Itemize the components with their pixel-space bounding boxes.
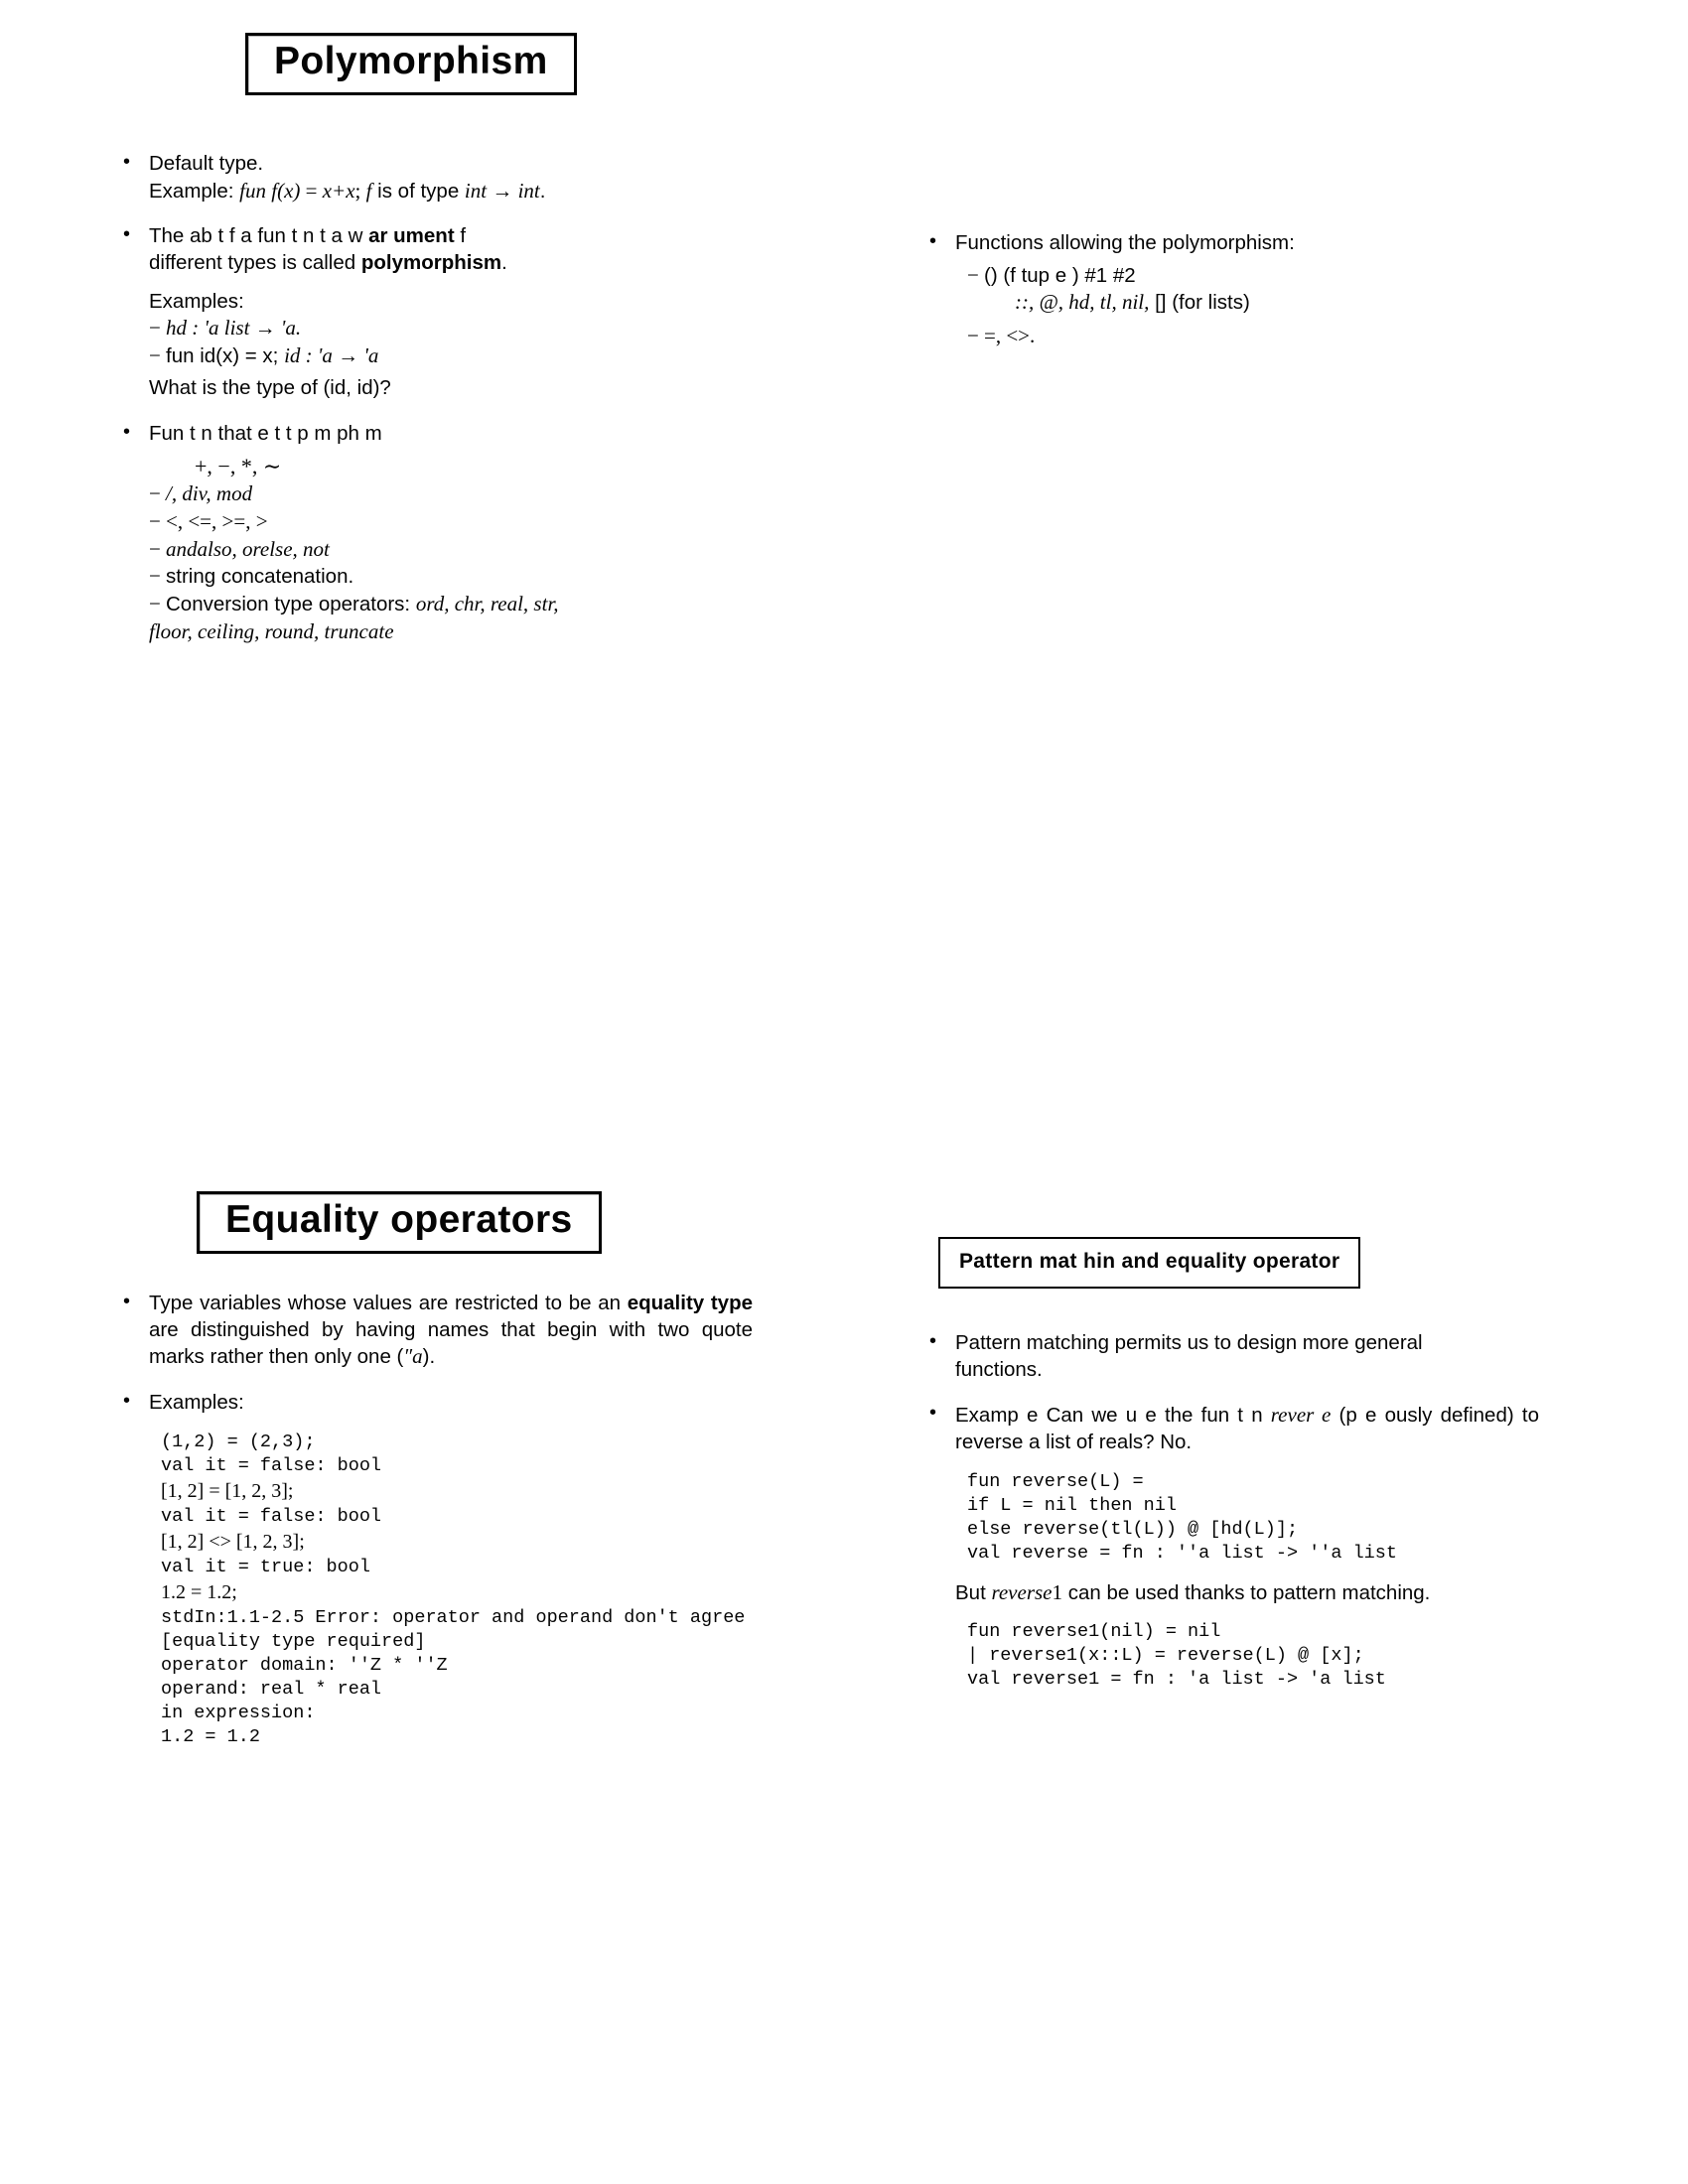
operators-div-mod-text: /, div, mod <box>166 481 253 506</box>
polymorphism-definition-text <box>149 223 753 250</box>
equality-type-math: ″a <box>403 1344 423 1369</box>
list-functions-tail: [] (for lists) <box>1149 291 1250 315</box>
slide2-left-column <box>117 1291 753 1768</box>
reverse-example-paragraph <box>955 1402 1539 1455</box>
code-line-4: val it = false: bool <box>161 1505 382 1527</box>
equality-type-part3: ). <box>422 1345 436 1369</box>
reverse1-code-line-3: val reverse1 = fn : 'a list -> 'a list <box>967 1669 1386 1691</box>
dash-marker: − <box>149 591 161 615</box>
pattern-matching-line2: functions. <box>955 1357 1043 1381</box>
bullet-default-type <box>117 151 753 205</box>
dash-marker: − <box>149 481 161 506</box>
examples-label-1: Examples: <box>149 289 244 313</box>
polymorphism-definition-line2 <box>149 250 753 277</box>
page-title-2: Equality operators <box>225 1198 573 1241</box>
list-functions-math: ::, @, hd, tl, nil, <box>1015 290 1150 315</box>
functions-allowing-heading: • Functions allowing the polymorphism: <box>955 231 1295 254</box>
example-hd-type <box>149 315 753 342</box>
reverse1-code-line-2: | reverse1(x::L) = reverse(L) @ [x]; <box>967 1645 1364 1667</box>
code-line-12: in expression: <box>161 1703 316 1724</box>
default-type-example-line <box>149 178 753 205</box>
example-math-fun: fun f(x) <box>239 178 301 203</box>
operators-conversion <box>149 591 753 618</box>
reverse1-note-math: reverse <box>991 1579 1053 1604</box>
code-line-5: [1, 2] <> [1, 2, 3]; <box>161 1530 305 1553</box>
examples-label-2: • Examples: <box>149 1390 244 1414</box>
equality-type-part2: are distinguished by having names that begin with two quote marks rather then only one ( <box>149 1317 753 1369</box>
code-line-6: val it = true: bool <box>161 1556 370 1577</box>
dash-marker: − <box>967 323 979 347</box>
code-line-1: (1,2) = (2,3); <box>161 1431 316 1452</box>
definition-part2-tail: . <box>501 250 507 274</box>
reverse1-code-line-1: fun reverse1(nil) = nil <box>967 1621 1221 1643</box>
reverse-code-line-3: else reverse(tl(L)) @ [hd(L)]; <box>967 1518 1299 1540</box>
operators-div-mod <box>149 480 753 508</box>
equality-operators-line <box>955 323 1539 350</box>
code-line-7: 1.2 = 1.2; <box>161 1580 237 1603</box>
definition-part1: The ab t f a fun t n t a w <box>149 224 369 248</box>
code-line-2: val it = false: bool <box>161 1454 382 1476</box>
pattern-matching-subtitle: Pattern mat hin and equality operator <box>959 1250 1340 1273</box>
example-prefix: Example: <box>149 179 240 203</box>
code-line-11: operand: real * real <box>161 1679 382 1701</box>
dash-marker: − <box>149 536 161 561</box>
code-line-10: operator domain: ''Z * ''Z <box>161 1654 448 1676</box>
default-type-line: • Default type. <box>149 152 264 175</box>
example-mid-text: is of type <box>371 179 465 203</box>
bullet-polymorphism-definition <box>117 223 753 402</box>
reverse-code-line-4: val reverse = fn : ''a list -> ''a list <box>967 1542 1397 1564</box>
dash-marker: − <box>967 262 979 287</box>
dash-marker: − <box>149 564 161 589</box>
equality-type-part1: Type variables whose values are restricted to be an <box>149 1292 628 1314</box>
reverse1-note-part2: can be used thanks to pattern matching. <box>1062 1580 1431 1604</box>
operators-string-concat-text: string concatenation. <box>166 565 354 589</box>
operators-boolean <box>149 536 753 564</box>
example-period: . <box>539 179 546 203</box>
reverse-example-part1: Examp e Can we u e the fun t n <box>955 1404 1271 1428</box>
operators-string-concat <box>149 563 753 591</box>
reverse1-code-block <box>955 1620 1539 1692</box>
equality-operators-text: =, <>. <box>984 323 1036 347</box>
operators-comparison-text: <, <=, >=, > <box>166 509 268 533</box>
pattern-matching-subtitle-box <box>938 1237 1360 1289</box>
equality-type-paragraph <box>149 1291 753 1371</box>
list-functions-line <box>955 289 1539 317</box>
functions-not-polymorphic-heading: • Fun t n that e t t p m ph m <box>149 422 382 446</box>
reverse-code-block <box>955 1470 1539 1566</box>
definition-bold-polymorphism: polymorphism <box>360 250 502 274</box>
bullet-reverse-example <box>923 1402 1539 1692</box>
operators-comparison <box>149 508 753 536</box>
code-line-3: [1, 2] = [1, 2, 3]; <box>161 1479 294 1502</box>
dash-marker: − <box>149 342 161 367</box>
reverse1-note-math-sub: 1 <box>1052 1579 1062 1604</box>
id-definition-plain: fun id(x) = x; <box>166 343 285 367</box>
conversion-label: Conversion type operators: <box>166 592 416 615</box>
conversion-ops-math-1: ord, chr, real, str, <box>415 591 559 615</box>
slide1-left-column <box>117 151 753 664</box>
dash-marker: − <box>149 316 161 341</box>
reverse1-note-part1: But <box>955 1580 992 1604</box>
example-math-inttoint: int → int <box>464 178 540 203</box>
slide-title-box-equality-operators <box>197 1191 602 1254</box>
bullet-functions-allowing-polymorphism <box>923 230 1539 350</box>
slide-title-box-polymorphism <box>245 33 577 95</box>
example-id-type <box>149 342 753 370</box>
bullet-functions-not-polymorphic <box>117 421 753 645</box>
dash-marker: − <box>149 509 161 533</box>
slide1-right-column <box>923 230 1539 369</box>
pattern-matching-line1: • Pattern matching permits us to design more general <box>955 1331 1423 1354</box>
conversion-ops-math-2: floor, ceiling, round, truncate <box>149 618 394 643</box>
reverse-code-line-2: if L = nil then nil <box>967 1494 1177 1516</box>
definition-part1-tail: f <box>454 224 467 248</box>
bullet-equality-type-variables <box>117 1291 753 1371</box>
bullet-equality-examples <box>117 1390 753 1749</box>
definition-bold-argument: ar ument <box>368 224 455 248</box>
operators-boolean-text: andalso, orelse, not <box>166 536 330 561</box>
example-math-f: f <box>365 178 372 203</box>
code-line-8: stdIn:1.1-2.5 Error: operator and operand don't agree <box>161 1606 746 1628</box>
code-line-13: 1.2 = 1.2 <box>161 1726 260 1748</box>
equality-type-bold: equality type <box>627 1292 753 1314</box>
example-semicolon: ; <box>354 178 366 203</box>
slide2-right-column <box>923 1330 1539 1711</box>
definition-part2: different types is called <box>149 250 361 274</box>
reverse-code-line-1: fun reverse(L) = <box>967 1470 1144 1492</box>
bullet-pattern-matching-general <box>923 1330 1539 1383</box>
page-title: Polymorphism <box>274 40 548 82</box>
reverse-example-math: rever e <box>1270 1403 1332 1428</box>
reverse-example-part2: (p e ously defined) to reverse a list of reals? No. <box>955 1404 1539 1453</box>
id-pair-question: What is the type of (id, id)? <box>149 376 391 400</box>
code-line-9: [equality type required] <box>161 1630 426 1652</box>
example-equals: = <box>300 178 323 203</box>
example-math-xplusx: x+x <box>322 178 355 203</box>
reverse1-note <box>955 1579 1539 1607</box>
hd-type-math: hd : 'a list → 'a. <box>166 316 302 341</box>
equality-transcript-block <box>149 1431 753 1750</box>
tuple-functions-line <box>955 262 1539 290</box>
id-type-math: id : 'a → 'a <box>284 342 379 367</box>
operators-conversion-cont <box>149 618 753 646</box>
arithmetic-operators-row: +, −, *, ∼ <box>195 453 282 478</box>
tuple-functions-text: () (f tup e ) #1 #2 <box>984 263 1136 287</box>
